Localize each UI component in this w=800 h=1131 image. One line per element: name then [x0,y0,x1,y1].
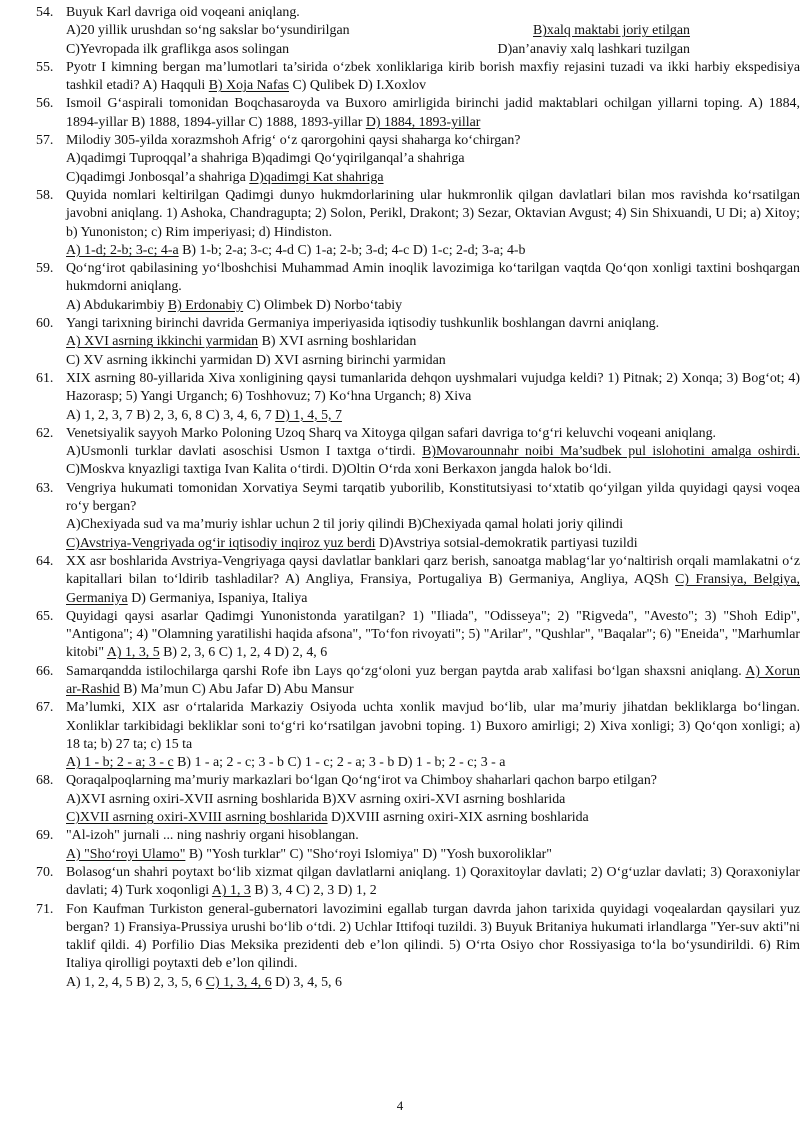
answer-c: C) Abu Jafar [191,681,263,697]
question-60 [0,315,800,370]
question-number: 56. [36,96,54,112]
question-number: 59. [36,261,54,277]
answer-b: B) Xoja Nafas [208,78,290,94]
answer-d: D)XVIII asrning oxiri-XIX asrning boshlarida [331,810,589,826]
question-number: 58. [36,187,54,203]
question-65 [0,608,800,663]
answer-c: C) 1 - c; 2 - a; 3 - b [287,755,395,771]
answer-c: C) 1, 3, 4, 6 [205,974,272,990]
question-text: Qoraqalpoqlarning ma’muriy markazlari bo‘lgan Qo‘ng‘irot va Chimboy shaharlari qachon barpo etilgan? [66,773,657,789]
answer-b: B) 2, 3, 5, 6 [136,974,203,990]
answer-c: C)qadimgi Jonbosqal’a shahriga [66,169,246,185]
question-55 [0,59,800,96]
question-text: Buyuk Karl davriga oid voqeani aniqlang. [66,5,300,20]
answer-a: A)qadimgi Tuproqqal’a shahriga [66,151,249,167]
question-number: 57. [36,133,54,149]
question-text: Quyidagi qaysi asarlar Qadimgi Yunonistonda yaratilgan? 1) "Iliada", "Odisseya"; 2) "Rigveda", "Avesto"; 3) "Shoh Edip", "Antigona"; 4) "Olamning yaratilishi haqida afsona", "To‘fon rivoyati"; 5) "Arilar", "Qushlar", "Baqalar"; 6) "Eneida", "Marhumlar kitobi" [66,608,800,661]
answer-a: A) "Sho‘royi Ulamo" [66,846,186,862]
answer-b: B) 2, 3, 6, 8 [136,407,203,423]
answer-row [66,352,800,370]
answer-c: C) Qulibek [292,78,355,94]
answer-row [66,169,800,187]
answer-b: B) 1 - a; 2 - c; 3 - b [177,755,284,771]
question-text: Samarqandda istilochilarga qarshi Rofe ibn Lays qo‘zg‘oloni yuz bergan paytda arab xalifasi bo‘lgan shaxsni aniqlang. [66,663,742,679]
answer-row [66,809,800,827]
answer-block [66,443,800,480]
answer-a: A)Chexiyada sud va ma’muriy ishlar uchun 2 til joriy qilindi [66,517,405,533]
answer-c: C)XVII asrning oxiri-XVIII asrning boshlarida [66,810,328,826]
answer-a: A) 1-d; 2-b; 3-c; 4-a [66,242,179,258]
question-number: 69. [36,828,54,844]
question-number: 54. [36,5,54,20]
answer-a: A) 1, 3 [211,883,251,899]
question-text: Milodiy 305-yilda xorazmshoh Afrig‘ o‘z qarorgohini qaysi shaharga ko‘chirgan? [66,133,521,149]
answer-row [66,754,800,772]
question-59 [0,260,800,315]
answer-d: D)an’anaviy xalq lashkari tuzilgan [497,41,690,57]
answer-b: B)xalq maktabi joriy etilgan [532,23,690,39]
question-64 [0,553,800,608]
answer-row [66,535,800,553]
answer-row [66,41,800,59]
answer-a: A) Abdukarimbiy [66,297,165,313]
question-text: "Al-izoh" jurnali ... ning nashriy organi hisoblangan. [66,828,359,844]
answer-row [66,22,800,40]
question-number: 61. [36,370,54,386]
question-71 [0,901,800,992]
answer-b: B) 3, 4 [254,883,293,899]
answer-a: A) 1884, 1894-yillar [66,96,800,130]
answer-c: C)Moskva knyazligi taxtiga Ivan Kalita o‘tirdi. [66,462,329,478]
question-text: Bolasog‘un shahri poytaxt bo‘lib xizmat qilgan davlatlarni aniqlang. 1) Qoraxitoylar davlati; 2) O‘g‘uzlar davlati; 3) Qoraxoniylar davlati; 4) Turk xoqonligi [66,864,800,899]
answer-row [66,150,800,168]
answer-c: C) 1-a; 2-b; 3-d; 4-c [297,242,410,258]
answer-c: C)Yevropada ilk graflikga asos solingan [66,41,290,57]
question-number: 64. [36,553,54,569]
page-number: 4 [396,1098,404,1113]
answer-b: B)Chexiyada qamal holati joriy qilindi [407,517,624,533]
question-number: 60. [36,316,54,332]
answer-c: C) 1888, 1893-yillar [248,114,363,130]
answer-d: D) Abu Mansur [266,681,354,697]
answer-b: B) 2, 3, 6 [163,645,216,661]
answer-c: C) "Sho‘royi Islomiya" [289,846,419,862]
answer-row [66,407,800,425]
question-69 [0,827,800,864]
answer-a: A) Angliya, Fransiya, Portugaliya [284,572,482,588]
question-62 [0,425,800,480]
answer-a: A) Haqquli [142,78,206,94]
answer-row [66,974,800,992]
answer-c: C) Fransiya, Belgiya, Germaniya [66,572,800,606]
question-67 [0,699,800,772]
answer-b: B) "Yosh turklar" [188,846,286,862]
question-text: Pyotr I kimning bergan ma’lumotlari ta’sirida o‘zbek xonliklariga kirib borish maxfiy rejasini tuzadi va ikki harbiy ekspedisiya tashkil etadi? [66,59,800,94]
question-58 [0,187,800,260]
question-text: Quyida nomlari keltirilgan Qadimgi dunyo hukmdorlarining ular hukmronlik qilgan davlatlari bilan mos ravishda ko‘rsatilgan javobni aniqlang. 1) Ashoka, Chandragupta; 2) Solon, Perikl, Drakont; 3) Sezar, Oktavian Avgust; 4) Sin Shixuandi, U Di; a) Xitoy; b) Yunoniston; c) Rim imperiyasi; d) Hindiston. [66,187,800,240]
answer-row [66,516,800,534]
question-text: XX asr boshlarida Avstriya-Vengriyaga qaysi davlatlar banklari qarz berish, sanoatga mablag‘lar yo‘naltirish orqali mamlakatni o‘z kapitallari bilan to‘ldirib tashladilar? [66,553,800,588]
question-text: Yangi tarixning birinchi davrida Germaniya imperiyasida iqtisodiy tushkunlik boshlangan davrni aniqlang. [66,316,660,332]
answer-b: B) Ma’mun [123,681,189,697]
answer-row [66,846,800,864]
question-number: 62. [36,425,54,441]
answer-a: A) 1, 2, 3, 7 [66,407,133,423]
answer-c: C) 2, 3 [296,883,335,899]
question-66 [0,663,800,700]
answer-a: A)20 yillik urushdan so‘ng sakslar bo‘ysundirilgan [66,23,350,39]
answer-d: D)Oltin O‘rda xoni Berkaxon jangda halok bo‘ldi. [331,462,612,478]
question-number: 65. [36,608,54,624]
question-text: Vengriya hukumati tomonidan Xorvatiya Seymi tarqatib yuborilib, Konstitutsiyasi to‘xtatib qo‘yilgan yilda quyidagi qaysi voqea ro‘y bergan? [66,480,800,515]
question-54 [0,0,800,59]
answer-a: A)XVI asrning oxiri-XVII asrning boshlarida [66,791,320,807]
question-text: Venetsiyalik sayyoh Marko Poloning Uzoq Sharq va Xitoyga qilgan safari davriga to‘g‘ri keluvchi voqeani aniqlang. [66,425,717,441]
answer-row [66,242,800,260]
question-61 [0,370,800,425]
answer-d: D)Avstriya sotsial-demokratik partiyasi tuzildi [379,535,638,551]
answer-a: A)Usmonli turklar davlati asoschisi Usmon I taxtga o‘tirdi. [66,444,416,460]
answer-b: B) 1-b; 2-a; 3-c; 4-d [182,242,294,258]
answer-d: D) 1, 2 [337,883,377,899]
question-text: Ismoil G‘aspirali tomonidan Boqchasaroyda va Buxoro amirligida birinchi jadid maktablari ochilgan yillarni toping. [66,96,743,112]
question-text: XIX asrning 80-yillarida Xiva xonligining qaysi tumanlarida dehqon uyshmalari vujudga keldi? 1) Pitnak; 2) Xonqa; 3) Bog‘ot; 4) Hazorasp; 5) Yangi Urganch; 6) Toshhovuz; 7) Ko‘hna Urganch; 8) Xiva [66,370,800,405]
answer-d: D) I.Xoxlov [358,78,427,94]
answer-b: B) Germaniya, Angliya, AQSh [488,572,669,588]
question-number: 71. [36,901,54,917]
question-57 [0,132,800,187]
answer-d: D) Germaniya, Ispaniya, Italiya [131,590,308,606]
answer-a: A) 1, 2, 4, 5 [66,974,133,990]
question-68 [0,772,800,827]
answer-d: D) 1 - b; 2 - c; 3 - a [397,755,506,771]
answer-c: C) 1, 2, 4 [218,645,271,661]
answer-d: D) 1, 4, 5, 7 [275,407,342,423]
question-number: 67. [36,700,54,716]
answer-b: B)qadimgi Qo‘yqirilganqal’a shahriga [251,151,465,167]
question-70 [0,864,800,901]
answer-c: C) Olimbek [246,297,313,313]
answer-b: B)Movarounnahr noibi Ma’sudbek pul islohotini amalga oshirdi. [422,444,800,460]
question-number: 63. [36,480,54,496]
answer-d: D) 2, 4, 6 [274,645,328,661]
question-56 [0,95,800,132]
answer-a: A) 1, 3, 5 [106,645,160,661]
answer-a: A) 1 - b; 2 - a; 3 - c [66,755,174,771]
question-text: Fon Kaufman Turkiston general-gubernatori lavozimini egallab turgan davrda jahon tarixida quyidagi voqealardan qaysilari yuz bergan? 1) Fransiya-Prussiya urushi bo‘lib o‘tdi. 2) Uchlar Ittifoqi tuzildi. 3) Buyuk Britaniya hukumati irlandlarga "Yer-suv akti"ni taklif qildi. 4) Porfilio Dias Meksika prezidenti deb e’lon qilindi. 5) O‘rta Osiyo chor Rossiyasiga to‘la bo‘ysundirildi. 6) Rim Italiya qirolligi poytaxti deb e’lon qilindi. [66,901,800,972]
answer-a: A) Xorun ar-Rashid [66,663,800,697]
question-number: 68. [36,773,54,789]
answer-a: A) XVI asrning ikkinchi yarmidan [66,334,259,350]
question-number: 70. [36,864,54,880]
question-text: Ma’lumki, XIX asr o‘rtalarida Markaziy Osiyoda uchta xonlik mavjud bo‘lib, ular ma’muriy jihatdan bekliklarga bo‘lingan. Xonliklar tarkibidagi bekliklar soni to‘g‘ri ko‘rsatilgan javobni toping. 1) Buxoro amirligi; 2) Xiva xonligi; 3) Qo‘qon xonligi; a) 18 ta; b) 27 ta; c) 15 ta [66,700,800,752]
question-number: 55. [36,59,54,75]
answer-d: D) "Yosh buxoroliklar" [422,846,552,862]
answer-row [66,791,800,809]
answer-b: B)XV asrning oxiri-XVI asrning boshlarida [322,791,566,807]
answer-b: B) XVI asrning boshlaridan [261,334,417,350]
answer-b: B) Erdonabiy [167,297,244,313]
answer-row [66,297,800,315]
answer-d: D)qadimgi Kat shahriga [249,169,384,185]
answer-b: B) 1888, 1894-yillar [131,114,246,130]
answer-row [66,333,800,351]
question-number: 66. [36,663,54,679]
answer-d: D) Norbo‘tabiy [316,297,403,313]
answer-c: C)Avstriya-Vengriyada og‘ir iqtisodiy inqiroz yuz berdi [66,535,376,551]
answer-d: D) 1-c; 2-d; 3-a; 4-b [412,242,526,258]
answer-d: D) 1884, 1893-yillar [365,114,481,130]
answer-d: D) XVI asrning birinchi yarmidan [255,352,446,368]
answer-d: D) 3, 4, 5, 6 [275,974,342,990]
answer-c: C) XV asrning ikkinchi yarmidan [66,352,253,368]
question-63 [0,480,800,553]
question-text: Qo‘ng‘irot qabilasining yo‘lboshchisi Muhammad Amin inoqlik lavozimiga ko‘tarilgan vaqtda Qo‘qon xonligi taxtini boshqargan hukmdorni aniqlang. [66,261,800,295]
answer-c: C) 3, 4, 6, 7 [205,407,272,423]
